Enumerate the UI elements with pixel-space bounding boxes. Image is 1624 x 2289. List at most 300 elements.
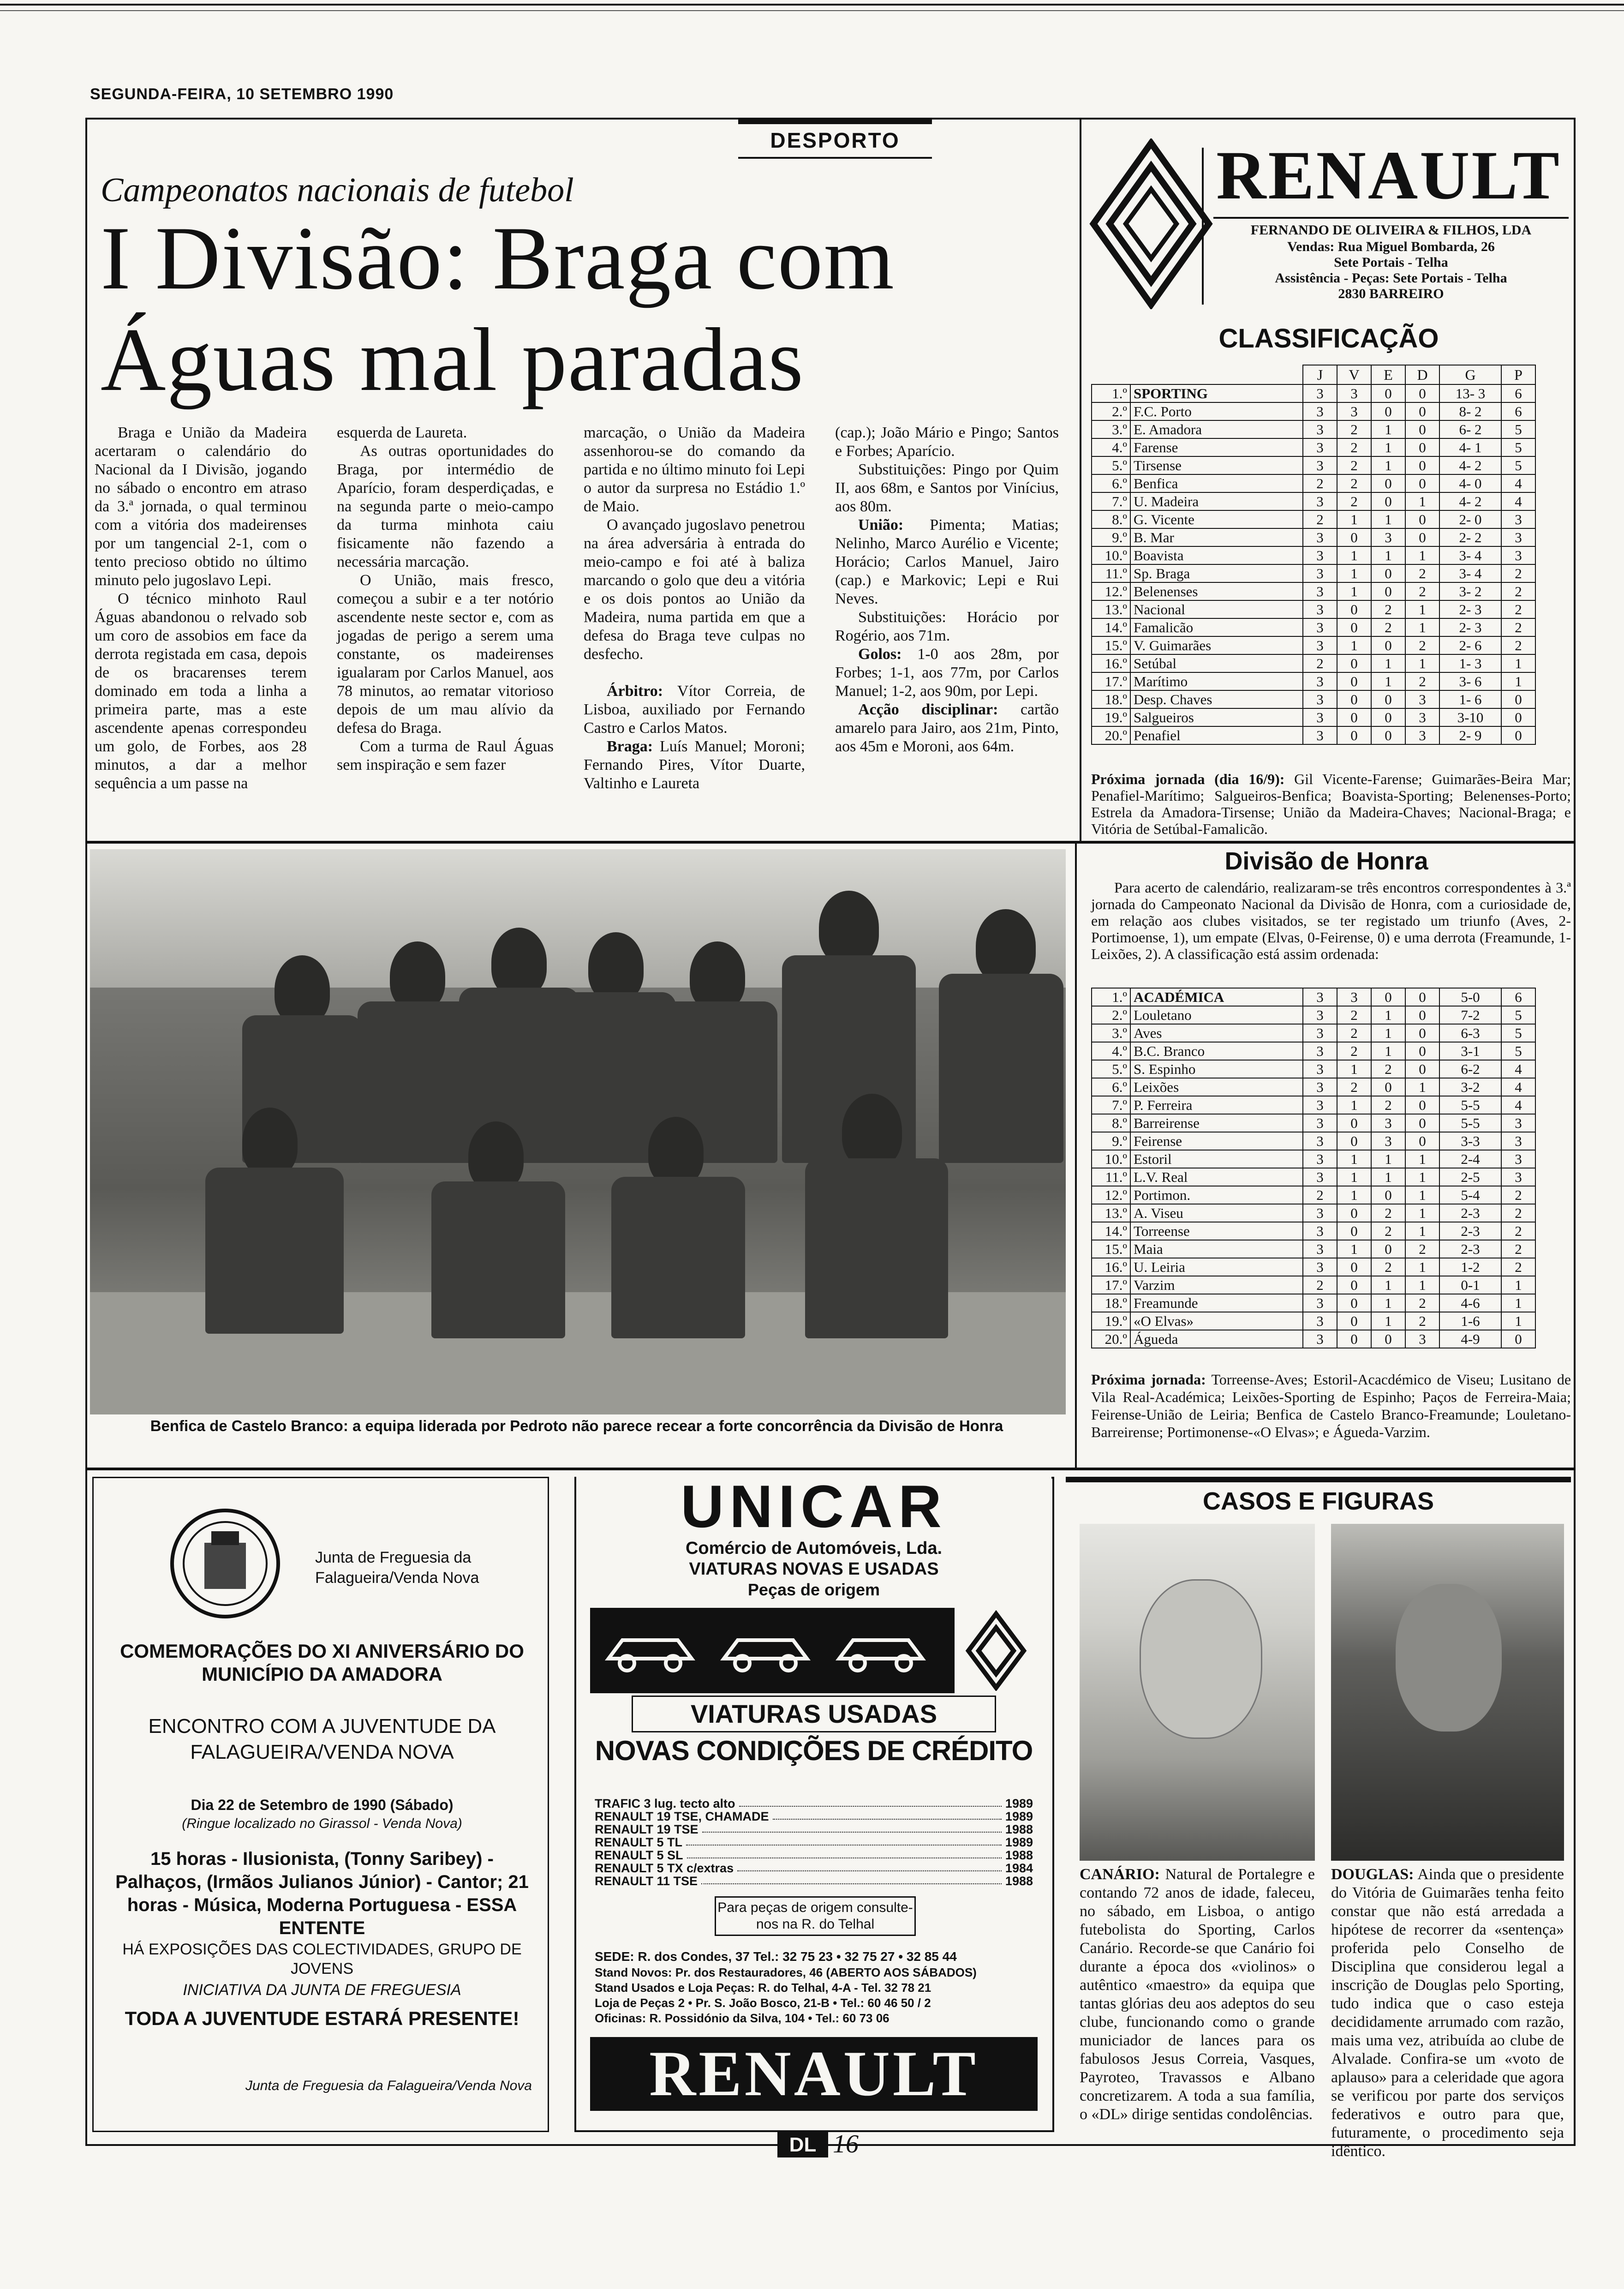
table-cell: 2	[1405, 564, 1439, 582]
table-row	[1092, 1240, 1535, 1258]
table-cell: 1	[1405, 1078, 1439, 1096]
table-cell: 3	[1303, 1294, 1337, 1312]
table-cell: 0	[1405, 1132, 1439, 1150]
table-cell: 3- 4	[1439, 546, 1501, 564]
table-cell: 6- 2	[1439, 420, 1501, 438]
canario-text	[1080, 1865, 1315, 2124]
table-cell: 1	[1501, 654, 1535, 672]
footer-logo: DL	[777, 2132, 828, 2157]
list-item	[595, 1862, 1033, 1875]
table-row	[1092, 1168, 1535, 1186]
table-row	[1092, 420, 1535, 438]
divisao-table-wrap	[1091, 988, 1536, 1348]
arbitro-label: Árbitro:	[607, 683, 663, 700]
photo-caption: Benfica de Castelo Branco: a equipa liderada por Pedroto não parece recear a forte concorrência da Divisão de Honra	[150, 1417, 1003, 1434]
junta-place: (Ringue localizado no Girassol - Venda Nova)	[182, 1816, 462, 1831]
table-cell: 2	[1501, 582, 1535, 600]
table-cell: 14.º	[1092, 618, 1130, 636]
junta-ad	[92, 1477, 549, 2132]
table-row	[1092, 1042, 1535, 1060]
table-cell: 1	[1405, 1222, 1439, 1240]
table-cell: 3	[1405, 726, 1439, 744]
table-cell: 0	[1371, 582, 1405, 600]
table-cell: 5	[1501, 1006, 1535, 1024]
unicar-sub3: Peças de origem	[747, 1580, 880, 1599]
table-cell: 1.º	[1092, 384, 1130, 402]
table-cell: 11.º	[1092, 1168, 1130, 1186]
junta-program: 15 horas - Ilusionista, (Tonny Saribey) - Palhaços, (Irmãos Julianos Júnior) - Cantor; 21 horas - Música, Moderna Portuguesa - ESSA ENTENTE	[115, 1849, 529, 1938]
table-cell: 1	[1371, 510, 1405, 528]
table-cell: Freamunde	[1130, 1294, 1303, 1312]
table-cell: 2	[1501, 636, 1535, 654]
table-cell: 0	[1337, 1204, 1371, 1222]
table-row	[1092, 1024, 1535, 1042]
table-cell: 0	[1337, 618, 1371, 636]
table-cell: 10.º	[1092, 546, 1130, 564]
table-cell: 0	[1371, 384, 1405, 402]
table-cell: 0	[1337, 690, 1371, 708]
table-cell: 2	[1337, 474, 1371, 492]
divisao-honra-table	[1091, 988, 1536, 1348]
table-row	[1092, 1222, 1535, 1240]
table-cell: 2	[1337, 1078, 1371, 1096]
table-cell: 2	[1501, 564, 1535, 582]
table-cell: 19.º	[1092, 708, 1130, 726]
table-cell: 2-5	[1439, 1168, 1501, 1186]
table-cell: 1	[1337, 1240, 1371, 1258]
table-cell: 1	[1405, 600, 1439, 618]
table-cell: Feirense	[1130, 1132, 1303, 1150]
unicar-sub2: VIATURAS NOVAS E USADAS	[689, 1559, 939, 1579]
table-cell: 8.º	[1092, 510, 1130, 528]
proxima-text: Gil Vicente-Farense; Guimarães-Beira Mar; Penafiel-Marítimo; Salgueiros-Benfica; Boavista-Sporting; Belenenses-Porto; Estrela da Amadora-Tirsense; União da Madeira-Chaves; Nacional-Braga; e Vitória de Setúbal-Famalicão.	[1091, 771, 1571, 837]
table-header-cell: E	[1371, 365, 1405, 384]
table-cell: 13.º	[1092, 1204, 1130, 1222]
table-cell: 3	[1303, 1042, 1337, 1060]
table-header-cell: D	[1405, 365, 1439, 384]
table-cell: 2-4	[1439, 1150, 1501, 1168]
table-cell: 3	[1303, 1240, 1337, 1258]
table-cell: 0	[1337, 708, 1371, 726]
table-row	[1092, 1330, 1535, 1348]
table-cell: 2	[1337, 1024, 1371, 1042]
table-cell: 2	[1337, 438, 1371, 456]
table-cell: 2- 2	[1439, 528, 1501, 546]
article-paragraph: O técnico minhoto Raul Águas abandonou o relvado sob um coro de assobios em face da derrota registada em casa, depois de os bracarenses terem dominado em toda a linha a primeira parte, mas a este ascendente apenas correspondeu um golo, de Forbes, aos 28 minutos, a dar a melhor sequência a um passe na	[95, 590, 307, 792]
unicar-credito: NOVAS CONDIÇÕES DE CRÉDITO	[595, 1735, 1033, 1766]
table-cell: 2- 3	[1439, 600, 1501, 618]
table-cell: 2	[1371, 600, 1405, 618]
canario-label: CANÁRIO:	[1080, 1866, 1160, 1883]
table-cell: 6	[1501, 988, 1535, 1006]
table-header-cell: P	[1501, 365, 1535, 384]
table-cell: 3	[1405, 708, 1439, 726]
team-photo	[90, 849, 1066, 1414]
table-cell: 1	[1337, 546, 1371, 564]
table-cell: 16.º	[1092, 1258, 1130, 1276]
table-cell: 8.º	[1092, 1114, 1130, 1132]
table-row	[1092, 510, 1535, 528]
car-model: RENAULT 19 TSE	[595, 1822, 699, 1836]
table-cell: 1	[1371, 456, 1405, 474]
accao-label: Acção disciplinar:	[858, 701, 998, 718]
table-cell: 17.º	[1092, 1276, 1130, 1294]
table-cell: 11.º	[1092, 564, 1130, 582]
table-cell: 3	[1501, 546, 1535, 564]
table-cell: 6.º	[1092, 1078, 1130, 1096]
uniao-label: União:	[858, 516, 904, 533]
table-cell: 1	[1337, 1150, 1371, 1168]
table-cell: 4- 0	[1439, 474, 1501, 492]
table-cell: Benfica	[1130, 474, 1303, 492]
table-cell: 1	[1337, 1186, 1371, 1204]
table-cell: 0	[1337, 1330, 1371, 1348]
article-col-1	[95, 424, 307, 793]
table-cell: 6-2	[1439, 1060, 1501, 1078]
table-row	[1092, 1114, 1535, 1132]
table-cell: 3	[1371, 528, 1405, 546]
table-cell: 3-2	[1439, 1078, 1501, 1096]
table-cell: 0	[1405, 1042, 1439, 1060]
car-year: 1984	[1005, 1861, 1033, 1875]
table-cell: 3	[1303, 456, 1337, 474]
table-row	[1092, 1312, 1535, 1330]
car-icons	[590, 1608, 950, 1693]
list-item	[595, 1875, 1033, 1888]
renault-dealer-line: 2830 BARREIRO	[1338, 286, 1444, 301]
table-cell: 18.º	[1092, 1294, 1130, 1312]
table-cell: 1	[1501, 1312, 1535, 1330]
classificacao-proxima	[1091, 771, 1571, 837]
arbitro-text: Vítor Correia, de Lisboa, auxiliado por Fernando Castro e Carlos Matos.	[584, 683, 805, 737]
table-cell: 3.º	[1092, 420, 1130, 438]
junta-iniciativa: INICIATIVA DA JUNTA DE FREGUESIA	[183, 1981, 461, 1999]
section-label: DESPORTO	[770, 128, 900, 152]
table-cell: P. Ferreira	[1130, 1096, 1303, 1114]
table-cell: 2	[1405, 1294, 1439, 1312]
table-cell: G. Vicente	[1130, 510, 1303, 528]
table-cell: 2	[1501, 618, 1535, 636]
table-cell: 0	[1337, 1222, 1371, 1240]
unicar-brand: UNICAR	[576, 1472, 1051, 1541]
car-model: TRAFIC 3 lug. tecto alto	[595, 1797, 735, 1810]
table-cell: 3	[1303, 988, 1337, 1006]
table-cell: 3	[1303, 1258, 1337, 1276]
table-cell: Farense	[1130, 438, 1303, 456]
table-cell: 4-9	[1439, 1330, 1501, 1348]
table-cell: Penafiel	[1130, 726, 1303, 744]
table-cell: 3	[1501, 1168, 1535, 1186]
table-cell: 2	[1303, 654, 1337, 672]
table-cell: 0	[1405, 420, 1439, 438]
table-cell: 3	[1303, 528, 1337, 546]
table-row	[1092, 438, 1535, 456]
table-cell: 0	[1371, 988, 1405, 1006]
table-cell: 5	[1501, 456, 1535, 474]
table-cell: 15.º	[1092, 636, 1130, 654]
table-cell: U. Leiria	[1130, 1258, 1303, 1276]
table-cell: Famalicão	[1130, 618, 1303, 636]
article-col-2	[337, 424, 554, 774]
golos-text: 1-0 aos 28m, por Forbes; 1-1, aos 77m, por Carlos Manuel; 1-2, aos 90m, por Lepi.	[835, 646, 1059, 700]
page-number: 16	[833, 2130, 859, 2158]
table-cell: 0	[1405, 1060, 1439, 1078]
table-cell: 0	[1405, 1114, 1439, 1132]
canario-photo	[1080, 1524, 1315, 1861]
table-row	[1092, 1276, 1535, 1294]
kicker: Campeonatos nacionais de futebol	[101, 171, 574, 209]
table-cell: 2	[1337, 456, 1371, 474]
table-header-row	[1092, 365, 1535, 384]
renault-diamond-icon	[964, 1610, 1028, 1691]
table-cell: 0	[1371, 492, 1405, 510]
douglas-label: DOUGLAS:	[1331, 1866, 1414, 1883]
table-row	[1092, 402, 1535, 420]
table-cell: 0	[1371, 564, 1405, 582]
table-cell: 2	[1501, 1222, 1535, 1240]
table-cell: 3	[1501, 510, 1535, 528]
table-cell: 3	[1303, 1204, 1337, 1222]
table-cell: 3	[1303, 1330, 1337, 1348]
table-cell: 3.º	[1092, 1024, 1130, 1042]
unicar-loja: Loja de Peças 2 • Pr. S. João Bosco, 21-B • Tel.: 60 46 50 / 2	[595, 1996, 931, 2010]
table-row	[1092, 618, 1535, 636]
table-cell: 1	[1371, 672, 1405, 690]
table-cell: 14.º	[1092, 1222, 1130, 1240]
classificacao-table	[1091, 365, 1536, 745]
junta-toda: TODA A JUVENTUDE ESTARÁ PRESENTE!	[125, 2007, 519, 2029]
table-cell: 3- 2	[1439, 582, 1501, 600]
table-row	[1092, 988, 1535, 1006]
table-cell: 3	[1337, 384, 1371, 402]
unicar-usadas: VIATURAS USADAS	[632, 1696, 996, 1732]
table-cell: 1	[1405, 618, 1439, 636]
table-cell: 5-5	[1439, 1114, 1501, 1132]
table-row	[1092, 528, 1535, 546]
table-cell: 2	[1303, 1276, 1337, 1294]
table-cell: 3	[1303, 1150, 1337, 1168]
article-col-4	[835, 424, 1059, 756]
table-row	[1092, 726, 1535, 744]
table-cell: Nacional	[1130, 600, 1303, 618]
table-cell: SPORTING	[1130, 384, 1303, 402]
table-cell: 3- 4	[1439, 564, 1501, 582]
table-cell: 3	[1303, 708, 1337, 726]
car-year: 1989	[1005, 1810, 1033, 1823]
table-cell: 4	[1501, 1078, 1535, 1096]
table-cell: 0	[1405, 1006, 1439, 1024]
renault-dealer-line: Assistência - Peças: Sete Portais - Telha	[1275, 270, 1507, 286]
table-cell: 3	[1303, 726, 1337, 744]
table-cell: 3	[1371, 1114, 1405, 1132]
table-cell: A. Viseu	[1130, 1204, 1303, 1222]
article-paragraph: marcação, o União da Madeira assenhorou-se do comando da partida e no último minuto foi Lepi o autor da surpresa no Estádio 1.º de Maio.	[584, 424, 805, 515]
table-cell: 2	[1337, 420, 1371, 438]
table-cell: 0	[1405, 1024, 1439, 1042]
table-cell: 6-3	[1439, 1024, 1501, 1042]
table-cell: 0	[1371, 1186, 1405, 1204]
table-cell: 2	[1303, 1186, 1337, 1204]
car-year: 1989	[1005, 1797, 1033, 1810]
table-cell: F.C. Porto	[1130, 402, 1303, 420]
table-cell: 3	[1303, 546, 1337, 564]
table-cell: 2- 6	[1439, 636, 1501, 654]
table-cell: 3	[1501, 1150, 1535, 1168]
table-cell: 2	[1501, 1204, 1535, 1222]
junta-sign: Junta de Freguesia da Falagueira/Venda Nova	[245, 2078, 532, 2093]
table-cell: 0	[1337, 600, 1371, 618]
table-row	[1092, 600, 1535, 618]
table-cell: Barreirense	[1130, 1114, 1303, 1132]
table-cell: 0	[1501, 726, 1535, 744]
table-cell: 4	[1501, 1060, 1535, 1078]
douglas-text	[1331, 1865, 1564, 2161]
unicar-car-banner	[590, 1608, 1038, 1693]
table-cell: ACADÉMICA	[1130, 988, 1303, 1006]
table-cell: 5	[1501, 420, 1535, 438]
car-year: 1988	[1005, 1874, 1033, 1888]
table-cell: Belenenses	[1130, 582, 1303, 600]
table-cell: 2	[1303, 474, 1337, 492]
table-cell: 10.º	[1092, 1150, 1130, 1168]
table-cell: 0	[1337, 1132, 1371, 1150]
junta-encontro: ENCONTRO COM A JUVENTUDE DA FALAGUEIRA/VENDA NOVA	[148, 1715, 496, 1763]
headline-line-1: I Divisão: Braga com	[101, 208, 895, 308]
table-cell: 1-2	[1439, 1258, 1501, 1276]
table-cell: 1	[1405, 1186, 1439, 1204]
article-paragraph: esquerda de Laureta.	[337, 424, 467, 441]
table-cell: 1	[1405, 1258, 1439, 1276]
table-cell: 3-1	[1439, 1042, 1501, 1060]
table-cell: L.V. Real	[1130, 1168, 1303, 1186]
table-cell: 0	[1337, 1276, 1371, 1294]
table-cell: 0	[1337, 528, 1371, 546]
section-tab	[738, 118, 932, 159]
table-cell: 3	[1303, 402, 1337, 420]
unicar-oficinas: Oficinas: R. Possidónio da Silva, 104 • Tel.: 60 73 06	[595, 2011, 890, 2025]
table-cell: U. Madeira	[1130, 492, 1303, 510]
car-model: RENAULT 11 TSE	[595, 1874, 698, 1888]
table-cell: 3	[1405, 690, 1439, 708]
table-cell: 3	[1303, 1060, 1337, 1078]
table-cell: 5	[1501, 1042, 1535, 1060]
table-row	[1092, 582, 1535, 600]
article-paragraph	[584, 737, 805, 793]
table-cell: 3	[1303, 636, 1337, 654]
car-model: RENAULT 5 TL	[595, 1835, 682, 1849]
table-cell: 20.º	[1092, 726, 1130, 744]
car-model: RENAULT 19 TSE, CHAMADE	[595, 1810, 769, 1823]
table-cell: 2	[1501, 1258, 1535, 1276]
table-cell: 18.º	[1092, 690, 1130, 708]
table-cell: 1	[1405, 1150, 1439, 1168]
table-cell: 1	[1371, 1168, 1405, 1186]
table-cell: 0	[1405, 384, 1439, 402]
table-cell: 1	[1405, 654, 1439, 672]
table-cell: 1	[1405, 546, 1439, 564]
junta-date: Dia 22 de Setembro de 1990 (Sábado)	[191, 1797, 454, 1813]
table-cell: 0	[1405, 438, 1439, 456]
table-cell: 1- 6	[1439, 690, 1501, 708]
table-row	[1092, 1006, 1535, 1024]
table-cell: Sp. Braga	[1130, 564, 1303, 582]
table-cell: 0	[1405, 456, 1439, 474]
table-cell: 3	[1303, 672, 1337, 690]
table-cell: 1	[1337, 564, 1371, 582]
table-cell: 0	[1371, 708, 1405, 726]
table-cell: 0	[1501, 708, 1535, 726]
table-cell: 3	[1303, 1006, 1337, 1024]
table-cell: 3	[1303, 384, 1337, 402]
table-cell: 1	[1337, 1096, 1371, 1114]
table-cell: Torreense	[1130, 1222, 1303, 1240]
table-cell: Setúbal	[1130, 654, 1303, 672]
table-cell: 5	[1501, 1024, 1535, 1042]
table-cell: 2.º	[1092, 1006, 1130, 1024]
table-cell: E. Amadora	[1130, 420, 1303, 438]
table-cell: 0	[1371, 474, 1405, 492]
car-model: RENAULT 5 TX c/extras	[595, 1861, 734, 1875]
table-cell: 2	[1371, 618, 1405, 636]
table-cell: 3	[1303, 600, 1337, 618]
car-year: 1988	[1005, 1822, 1033, 1836]
table-cell: 5-5	[1439, 1096, 1501, 1114]
renault-brand: RENAULT	[1216, 137, 1561, 214]
proxima-text: Torreense-Aves; Estoril-Acacdémico de Viseu; Lusitano de Vila Real-Académica; Leixões-Sporting de Espinho; Paços de Ferreira-Maia; Feirense-União de Leiria; Benfica de Castelo Branco-Freamunde; Louletano-Barreirense; Portimonense-«O Elvas»; e Águeda-Varzim.	[1091, 1371, 1571, 1440]
divisao-honra-intro: Para acerto de calendário, realizaram-se três encontros correspondentes à 3.ª jornada do Campeonato Nacional da Divisão de Honra, com a curiosidade de, em relação aos clubes visitados, se ter registado um triunfo (Aves, 2-Portimoense, 1), um empate (Elvas, 0-Feirense, 0) e uma derrota (Freamunde, 1-Leixões, 2). A classificação está assim ordenada:	[1091, 879, 1571, 962]
table-cell: 1	[1371, 1024, 1405, 1042]
table-cell: 2- 9	[1439, 726, 1501, 744]
table-cell: 2- 0	[1439, 510, 1501, 528]
table-cell: 1	[1371, 1042, 1405, 1060]
table-cell: 4.º	[1092, 1042, 1130, 1060]
divisao-honra-title: Divisão de Honra	[1224, 847, 1428, 875]
table-cell: 1	[1371, 546, 1405, 564]
table-cell: 3	[1371, 1132, 1405, 1150]
table-cell: 0	[1337, 654, 1371, 672]
table-row	[1092, 1294, 1535, 1312]
table-row	[1092, 1060, 1535, 1078]
table-cell: 4	[1501, 474, 1535, 492]
table-cell: 2	[1371, 1258, 1405, 1276]
table-cell: 0	[1371, 402, 1405, 420]
table-cell: 3	[1303, 690, 1337, 708]
table-cell: 0	[1337, 672, 1371, 690]
unicar-stand2: Stand Usados e Loja Peças: R. do Telhal, 4-A - Tel. 32 78 21	[595, 1981, 931, 1995]
article-paragraph: O União, mais fresco, começou a subir e a ter notório ascendente neste sector e, com as jogadas de perigo a serem uma constante, os madeirenses igualaram por Carlos Manuel, aos 78 minutos, ao rematar vitorioso depois de um mau alívio da defesa do Braga.	[337, 572, 554, 737]
table-cell: 1	[1371, 1150, 1405, 1168]
table-cell: 3	[1501, 528, 1535, 546]
table-row	[1092, 1078, 1535, 1096]
list-item	[595, 1823, 1033, 1836]
table-cell: 1	[1337, 582, 1371, 600]
table-cell: 3	[1501, 1114, 1535, 1132]
coat-of-arms-icon	[167, 1506, 283, 1621]
table-cell: 0	[1405, 1096, 1439, 1114]
table-cell: 0	[1337, 1258, 1371, 1276]
table-cell: 2	[1501, 1240, 1535, 1258]
article-paragraph: Substituições: Pingo por Quim II, aos 68m, e Santos por Vinícius, aos 80m.	[835, 461, 1059, 515]
classificacao-title: CLASSIFICAÇÃO	[1218, 324, 1439, 354]
table-cell: 6	[1501, 384, 1535, 402]
table-cell: 0	[1371, 1078, 1405, 1096]
proxima-label: Próxima jornada (dia 16/9):	[1091, 771, 1285, 787]
article-paragraph: O avançado jugoslavo penetrou na área adversária à entrada do meio-campo e foi até à baliza marcando o golo que deu a vitória e os dois pontos ao União da Madeira, numa partida em que a defesa do Braga teve culpas no desfecho.	[584, 516, 805, 663]
table-cell: 9.º	[1092, 1132, 1130, 1150]
table-cell: 5.º	[1092, 1060, 1130, 1078]
table-cell: 1.º	[1092, 988, 1130, 1006]
table-cell: 9.º	[1092, 528, 1130, 546]
